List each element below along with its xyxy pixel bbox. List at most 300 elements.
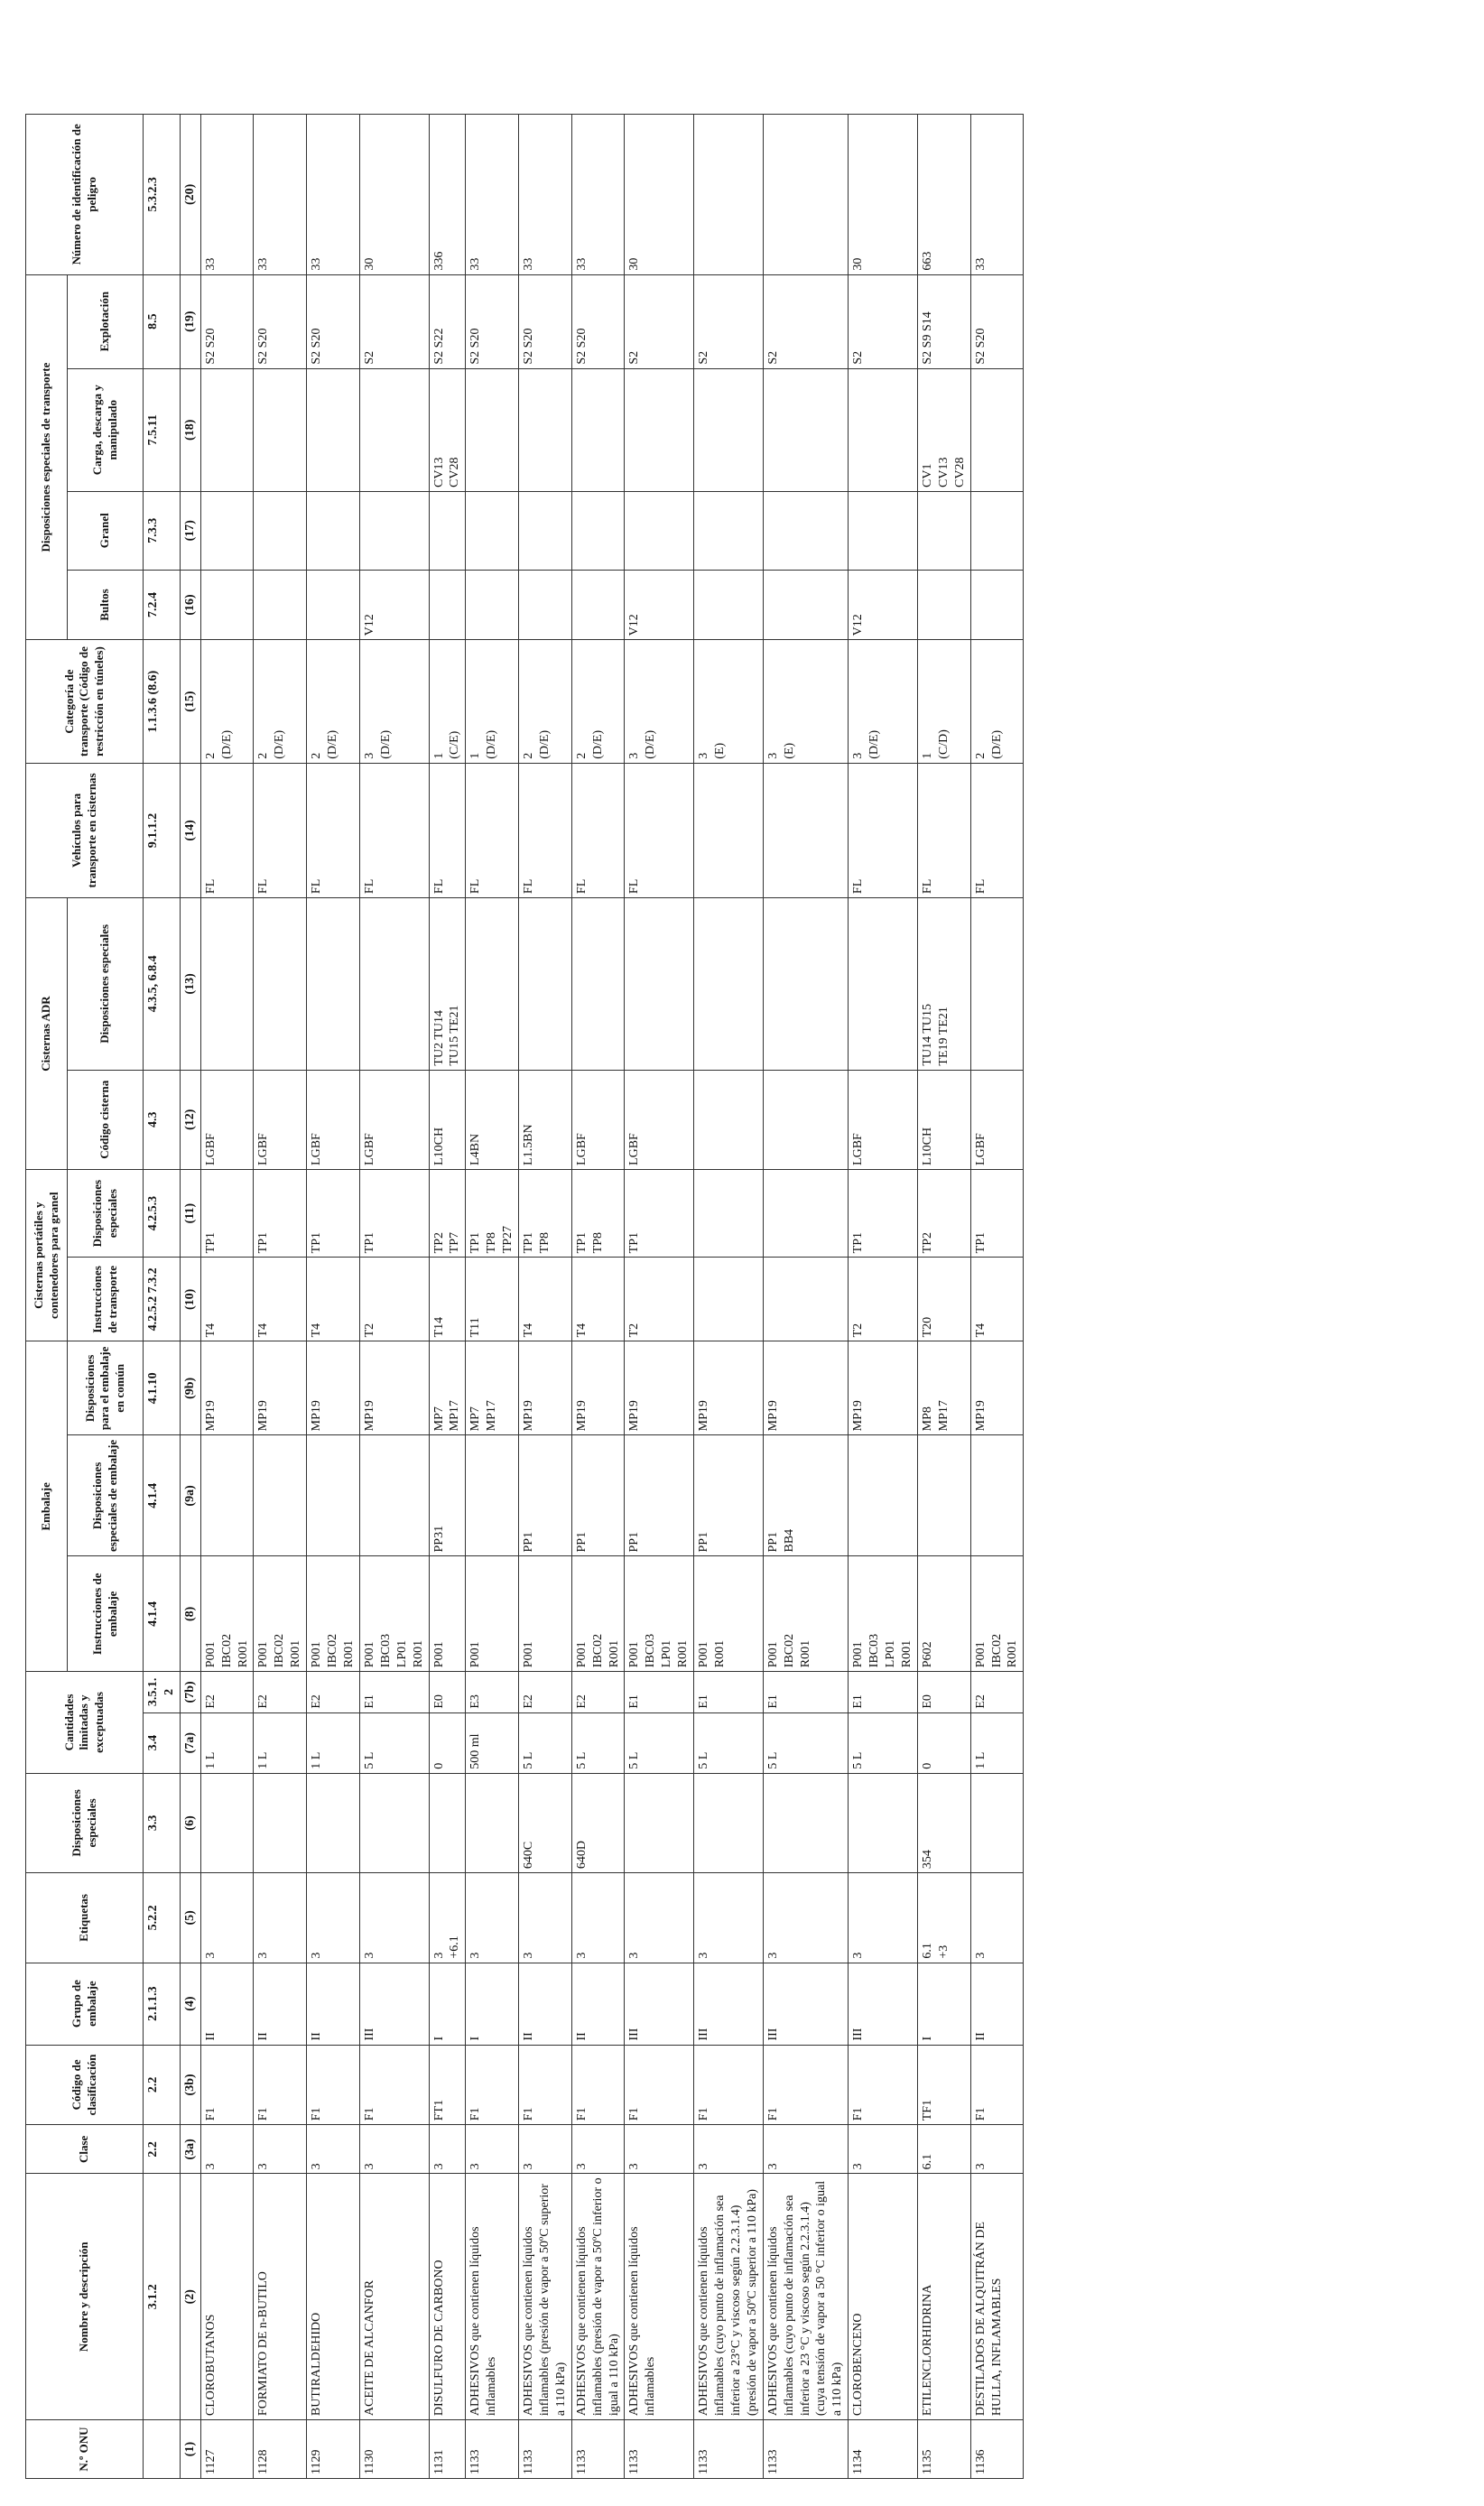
reference-cell: 7.5.11 <box>144 368 181 491</box>
table-cell <box>254 368 307 491</box>
table-cell: E2 <box>970 1672 1024 1712</box>
table-cell: LGBF <box>307 1070 360 1169</box>
table-cell: T2 <box>359 1258 429 1341</box>
table-cell <box>763 1773 849 1872</box>
table-cell: 3 <box>625 1873 694 1963</box>
table-cell: E1 <box>694 1672 764 1712</box>
table-cell: 3 <box>359 2125 429 2174</box>
table-cell <box>254 1773 307 1872</box>
table-cell: 3 <box>694 2125 764 2174</box>
table-cell: E0 <box>917 1672 970 1712</box>
table-cell <box>307 491 360 570</box>
reference-cell: 7.2.4 <box>144 570 181 640</box>
header-loading: Carga, descarga y manipulado <box>68 368 144 491</box>
table-cell: FT1 <box>429 2045 466 2125</box>
table-cell: L10CH <box>917 1070 970 1169</box>
table-cell: T2 <box>625 1258 694 1341</box>
table-cell: PP1 <box>694 1435 764 1556</box>
table-cell: T2 <box>849 1258 918 1341</box>
reference-cell: 3.3 <box>144 1773 181 1872</box>
table-cell: F1 <box>625 2045 694 2125</box>
table-cell: 3 <box>359 1873 429 1963</box>
table-cell <box>970 570 1024 640</box>
table-cell: TP1 <box>625 1169 694 1257</box>
table-cell: 30 <box>625 115 694 275</box>
table-cell: 2 (D/E) <box>970 640 1024 763</box>
table-cell: 3 <box>519 1873 572 1963</box>
table-cell <box>694 1258 764 1341</box>
table-cell <box>849 491 918 570</box>
table-cell <box>763 491 849 570</box>
column-number-cell: (15) <box>180 640 200 763</box>
table-cell: V12 <box>359 570 429 640</box>
table-cell: S2 <box>625 274 694 368</box>
table-cell: LGBF <box>359 1070 429 1169</box>
table-cell: MP19 <box>763 1341 849 1435</box>
table-row <box>200 115 254 2479</box>
table-cell <box>466 570 519 640</box>
table-cell: LGBF <box>254 1070 307 1169</box>
reference-cell: 3.5.1.2 <box>144 1672 181 1712</box>
substance-name-cell: ADHESIVOS que contienen líquidos inflamables (presión de vapor a 50ºC superior a 110 kPa) <box>519 2174 572 2420</box>
table-cell <box>694 1169 764 1257</box>
table-cell: MP7 MP17 <box>429 1341 466 1435</box>
table-cell: S2 S20 <box>307 274 360 368</box>
table-cell <box>694 898 764 1070</box>
table-cell: 3 (E) <box>763 640 849 763</box>
un-number-cell: 1127 <box>200 2420 254 2479</box>
table-cell: T4 <box>200 1258 254 1341</box>
table-cell: 5 L <box>571 1712 625 1773</box>
column-number-cell: (18) <box>180 368 200 491</box>
table-cell <box>466 898 519 1070</box>
table-cell: PP1 BB4 <box>763 1435 849 1556</box>
table-cell <box>359 1435 429 1556</box>
table-cell: P001 R001 <box>694 1556 764 1672</box>
substance-name-cell: DESTILADOS DE ALQUITRÁN DE HULLA, INFLAMABLES <box>970 2174 1024 2420</box>
table-cell: MP19 <box>571 1341 625 1435</box>
reference-cell: 3.4 <box>144 1712 181 1773</box>
table-cell: MP19 <box>519 1341 572 1435</box>
reference-cell: 2.2 <box>144 2125 181 2174</box>
reference-cell: 4.1.10 <box>144 1341 181 1435</box>
header-adr-special: Disposiciones especiales <box>68 898 144 1070</box>
table-cell: L4BN <box>466 1070 519 1169</box>
header-packages: Bultos <box>68 570 144 640</box>
header-transport-category: Categoría de transporte (Código de restricción en túneles) <box>26 640 144 763</box>
table-cell <box>359 491 429 570</box>
table-cell: II <box>519 1963 572 2045</box>
table-row <box>970 115 1024 2479</box>
table-cell: II <box>200 1963 254 2045</box>
table-cell: I <box>429 1963 466 2045</box>
reference-cell: 4.2.5.3 <box>144 1169 181 1257</box>
table-cell <box>466 491 519 570</box>
table-cell <box>200 1773 254 1872</box>
table-cell: V12 <box>625 570 694 640</box>
substance-name-cell: DISULFURO DE CARBONO <box>429 2174 466 2420</box>
header-bulk: Granel <box>68 491 144 570</box>
table-cell: S2 <box>359 274 429 368</box>
un-number-cell: 1133 <box>625 2420 694 2479</box>
column-number-cell: (3b) <box>180 2045 200 2125</box>
table-row <box>466 115 519 2479</box>
table-cell: 1 (D/E) <box>466 640 519 763</box>
table-cell: FL <box>917 763 970 897</box>
table-cell: II <box>307 1963 360 2045</box>
table-cell: 3 <box>849 1873 918 1963</box>
table-cell: TP2 <box>917 1169 970 1257</box>
un-number-cell: 1133 <box>571 2420 625 2479</box>
table-cell: P001 IBC02 R001 <box>970 1556 1024 1672</box>
reference-cell: 4.1.4 <box>144 1556 181 1672</box>
table-cell <box>571 570 625 640</box>
table-cell: LGBF <box>970 1070 1024 1169</box>
table-cell <box>763 368 849 491</box>
table-cell: S2 S20 <box>571 274 625 368</box>
table-cell: PP1 <box>571 1435 625 1556</box>
column-number-cell: (14) <box>180 763 200 897</box>
table-cell: MP19 <box>254 1341 307 1435</box>
table-cell: 2 (D/E) <box>571 640 625 763</box>
header-mixed-packing: Disposiciones para el embalaje en común <box>68 1341 144 1435</box>
reference-row <box>144 115 181 2479</box>
table-cell: MP8 MP17 <box>917 1341 970 1435</box>
table-cell: FL <box>429 763 466 897</box>
table-row <box>429 115 466 2479</box>
table-cell: I <box>917 1963 970 2045</box>
table-cell <box>307 368 360 491</box>
table-cell <box>307 570 360 640</box>
table-cell: S2 S20 <box>200 274 254 368</box>
column-number-cell: (10) <box>180 1258 200 1341</box>
reference-cell: 4.1.4 <box>144 1435 181 1556</box>
table-cell: E0 <box>429 1672 466 1712</box>
table-cell: 33 <box>571 115 625 275</box>
header-operation: Explotación <box>68 274 144 368</box>
table-cell: MP7 MP17 <box>466 1341 519 1435</box>
header-portable-special: Disposiciones especiales <box>68 1169 144 1257</box>
table-cell: FL <box>519 763 572 897</box>
table-cell: 663 <box>917 115 970 275</box>
table-cell: F1 <box>200 2045 254 2125</box>
table-cell: 3 <box>254 1873 307 1963</box>
un-number-cell: 1130 <box>359 2420 429 2479</box>
table-cell: P001 IBC02 R001 <box>200 1556 254 1672</box>
table-cell <box>917 570 970 640</box>
table-cell: 1 L <box>200 1712 254 1773</box>
un-number-cell: 1128 <box>254 2420 307 2479</box>
table-cell: P001 IBC02 R001 <box>307 1556 360 1672</box>
substance-name-cell: ADHESIVOS que contienen líquidos inflamables (cuyo punto de inflamación sea inferior a 23°C y viscoso según 2.2.3.1.4) (presión de vapor a 50ºC superior a 110 kPa) <box>694 2174 764 2420</box>
table-cell: T20 <box>917 1258 970 1341</box>
header-labels: Etiquetas <box>26 1873 144 1963</box>
table-cell: T4 <box>970 1258 1024 1341</box>
table-cell: P001 <box>466 1556 519 1672</box>
table-cell: 640C <box>519 1773 572 1872</box>
table-cell: MP19 <box>200 1341 254 1435</box>
table-cell: 33 <box>307 115 360 275</box>
table-cell <box>625 368 694 491</box>
table-cell <box>571 898 625 1070</box>
table-cell: S2 S20 <box>519 274 572 368</box>
table-cell: F1 <box>970 2045 1024 2125</box>
table-cell <box>763 115 849 275</box>
table-cell <box>849 898 918 1070</box>
header-transport-instructions: Instrucciones de transporte <box>68 1258 144 1341</box>
table-cell: FL <box>849 763 918 897</box>
table-cell: 5 L <box>763 1712 849 1773</box>
table-cell: 3 <box>571 1873 625 1963</box>
table-cell <box>519 368 572 491</box>
table-cell: 3 <box>694 1873 764 1963</box>
table-cell: 3 <box>200 1873 254 1963</box>
table-cell: MP19 <box>359 1341 429 1435</box>
table-cell: TP1 <box>970 1169 1024 1257</box>
header-hazard-id: Número de identificación de peligro <box>26 115 144 275</box>
column-number-cell: (3a) <box>180 2125 200 2174</box>
table-cell <box>763 570 849 640</box>
table-cell <box>849 1435 918 1556</box>
table-cell: I <box>466 1963 519 2045</box>
table-cell: 3 <box>571 2125 625 2174</box>
un-number-cell: 1133 <box>519 2420 572 2479</box>
table-cell: S2 <box>763 274 849 368</box>
column-number-cell: (6) <box>180 1773 200 1872</box>
table-cell <box>359 898 429 1070</box>
table-cell: 3 <box>519 2125 572 2174</box>
table-cell: III <box>849 1963 918 2045</box>
table-cell: FL <box>970 763 1024 897</box>
table-cell <box>307 1435 360 1556</box>
header-tank-vehicles: Vehículos para transporte en cisternas <box>26 763 144 897</box>
table-cell <box>200 1435 254 1556</box>
table-cell: 33 <box>466 115 519 275</box>
table-cell: 6.1 +3 <box>917 1873 970 1963</box>
substance-name-cell: ADHESIVOS que contienen líquidos inflamables <box>466 2174 519 2420</box>
substance-name-cell: ETILENCLORHIDRINA <box>917 2174 970 2420</box>
table-cell: 5 L <box>849 1712 918 1773</box>
table-cell <box>694 115 764 275</box>
table-cell: 2 (D/E) <box>200 640 254 763</box>
table-cell: TF1 <box>917 2045 970 2125</box>
substance-name-cell: CLOROBUTANOS <box>200 2174 254 2420</box>
table-cell: 640D <box>571 1773 625 1872</box>
table-cell: MP19 <box>307 1341 360 1435</box>
table-cell <box>970 898 1024 1070</box>
table-cell: S2 S9 S14 <box>917 274 970 368</box>
table-cell: P001 IBC02 R001 <box>254 1556 307 1672</box>
table-cell: TP1 <box>849 1169 918 1257</box>
table-cell <box>519 898 572 1070</box>
table-cell: III <box>359 1963 429 2045</box>
table-cell: E2 <box>254 1672 307 1712</box>
table-cell <box>519 491 572 570</box>
reference-cell: 7.3.3 <box>144 491 181 570</box>
table-cell: 33 <box>200 115 254 275</box>
table-cell: 1 (C/E) <box>429 640 466 763</box>
table-cell: CV1 CV13 CV28 <box>917 368 970 491</box>
column-number-cell: (1) <box>180 2420 200 2479</box>
reference-cell: 3.1.2 <box>144 2174 181 2420</box>
table-cell: 0 <box>429 1712 466 1773</box>
table-cell: 3 (E) <box>694 640 764 763</box>
table-cell: 2 (D/E) <box>254 640 307 763</box>
table-cell <box>466 368 519 491</box>
table-cell: 3 +6.1 <box>429 1873 466 1963</box>
table-cell: 500 ml <box>466 1712 519 1773</box>
table-cell: P001 IBC02 R001 <box>763 1556 849 1672</box>
reference-cell: 4.3.5, 6.8.4 <box>144 898 181 1070</box>
table-row <box>763 115 849 2479</box>
table-cell: FL <box>625 763 694 897</box>
table-cell: T4 <box>254 1258 307 1341</box>
table-cell: PP31 <box>429 1435 466 1556</box>
un-number-cell: 1131 <box>429 2420 466 2479</box>
table-cell: L1.5BN <box>519 1070 572 1169</box>
table-cell: T11 <box>466 1258 519 1341</box>
table-cell: 0 <box>917 1712 970 1773</box>
table-cell: T4 <box>307 1258 360 1341</box>
table-cell: S2 <box>694 274 764 368</box>
un-number-cell: 1136 <box>970 2420 1024 2479</box>
table-cell: FL <box>307 763 360 897</box>
table-cell <box>519 570 572 640</box>
table-cell <box>625 491 694 570</box>
column-number-cell: (2) <box>180 2174 200 2420</box>
column-number-cell: (19) <box>180 274 200 368</box>
table-cell: TP1 TP8 <box>519 1169 572 1257</box>
reference-cell: 9.1.1.2 <box>144 763 181 897</box>
column-number-cell: (7a) <box>180 1712 200 1773</box>
table-cell <box>254 491 307 570</box>
table-row <box>625 115 694 2479</box>
table-cell: MP19 <box>625 1341 694 1435</box>
un-number-cell: 1133 <box>763 2420 849 2479</box>
table-cell <box>254 1435 307 1556</box>
table-cell: MP19 <box>970 1341 1024 1435</box>
table-cell: 1 L <box>307 1712 360 1773</box>
table-cell <box>694 763 764 897</box>
table-cell: F1 <box>849 2045 918 2125</box>
table-cell: 3 <box>254 2125 307 2174</box>
table-row <box>571 115 625 2479</box>
table-cell: 3 <box>429 2125 466 2174</box>
table-cell: TP2 TP7 <box>429 1169 466 1257</box>
substance-name-cell: ADHESIVOS que contienen líquidos inflamables (presión de vapor a 50ºC inferior o igual a 110 kPa) <box>571 2174 625 2420</box>
table-row <box>254 115 307 2479</box>
table-cell: CV13 CV28 <box>429 368 466 491</box>
table-cell: E2 <box>519 1672 572 1712</box>
table-cell: 1 (C/D) <box>917 640 970 763</box>
table-cell <box>970 491 1024 570</box>
reference-cell: 8.5 <box>144 274 181 368</box>
table-cell: 30 <box>849 115 918 275</box>
table-cell <box>254 570 307 640</box>
column-number-cell: (13) <box>180 898 200 1070</box>
table-cell: FL <box>571 763 625 897</box>
table-cell: S2 S20 <box>970 274 1024 368</box>
table-cell <box>694 570 764 640</box>
table-cell: TP1 <box>254 1169 307 1257</box>
table-cell: II <box>970 1963 1024 2045</box>
substance-name-cell: ADHESIVOS que contienen líquidos inflamables <box>625 2174 694 2420</box>
table-cell: P001 <box>429 1556 466 1672</box>
table-cell: TP1 TP8 TP27 <box>466 1169 519 1257</box>
table-body <box>144 115 1024 2479</box>
table-cell: II <box>571 1963 625 2045</box>
column-number-cell: (5) <box>180 1873 200 1963</box>
table-cell <box>763 898 849 1070</box>
table-cell: F1 <box>763 2045 849 2125</box>
reference-cell: 2.1.1.3 <box>144 1963 181 2045</box>
table-cell: TP1 TP8 <box>571 1169 625 1257</box>
header-limited-quantities: Cantidades limitadas y exceptuadas <box>26 1672 144 1774</box>
column-number-cell: (17) <box>180 491 200 570</box>
un-number-cell: 1135 <box>917 2420 970 2479</box>
table-cell: PP1 <box>519 1435 572 1556</box>
table-cell: F1 <box>466 2045 519 2125</box>
table-cell <box>359 368 429 491</box>
table-cell <box>970 1773 1024 1872</box>
table-row <box>519 115 572 2479</box>
header-row-1 <box>26 115 68 2479</box>
table-cell <box>970 1435 1024 1556</box>
table-cell: 3 <box>763 2125 849 2174</box>
table-cell: 1 L <box>254 1712 307 1773</box>
reference-cell: 2.2 <box>144 2045 181 2125</box>
header-special-transport: Disposiciones especiales de transporte <box>26 274 68 640</box>
table-cell: S2 <box>849 274 918 368</box>
un-number-cell: 1133 <box>694 2420 764 2479</box>
header-class: Clase <box>26 2125 144 2174</box>
table-cell: T4 <box>519 1258 572 1341</box>
table-cell: 3 <box>763 1873 849 1963</box>
table-cell <box>917 1435 970 1556</box>
table-cell <box>763 1070 849 1169</box>
reference-cell: 5.2.2 <box>144 1873 181 1963</box>
un-number-cell: 1133 <box>466 2420 519 2479</box>
table-cell: FL <box>200 763 254 897</box>
table-cell <box>200 570 254 640</box>
table-cell: 6.1 <box>917 2125 970 2174</box>
table-cell: LGBF <box>200 1070 254 1169</box>
header-adr-tanks: Cisternas ADR <box>26 898 68 1170</box>
table-cell <box>763 1169 849 1257</box>
table-cell: 3 <box>307 2125 360 2174</box>
table-cell: 2 (D/E) <box>519 640 572 763</box>
table-cell: E2 <box>200 1672 254 1712</box>
reference-cell: 4.2.5.2 7.3.2 <box>144 1258 181 1341</box>
table-cell: 1 L <box>970 1712 1024 1773</box>
header-packaging: Embalaje <box>26 1341 68 1672</box>
substance-name-cell: FORMIATO DE n-BUTILO <box>254 2174 307 2420</box>
table-cell <box>970 368 1024 491</box>
table-cell: F1 <box>307 2045 360 2125</box>
table-cell: 3 (D/E) <box>849 640 918 763</box>
table-cell: FL <box>359 763 429 897</box>
column-number-cell: (9b) <box>180 1341 200 1435</box>
table-cell: 354 <box>917 1773 970 1872</box>
table-cell: III <box>763 1963 849 2045</box>
table-cell: F1 <box>254 2045 307 2125</box>
table-cell: S2 S20 <box>466 274 519 368</box>
column-number-row <box>180 115 200 2479</box>
table-cell: 33 <box>519 115 572 275</box>
table-cell <box>359 1773 429 1872</box>
table-cell: 3 <box>307 1873 360 1963</box>
table-row <box>359 115 429 2479</box>
